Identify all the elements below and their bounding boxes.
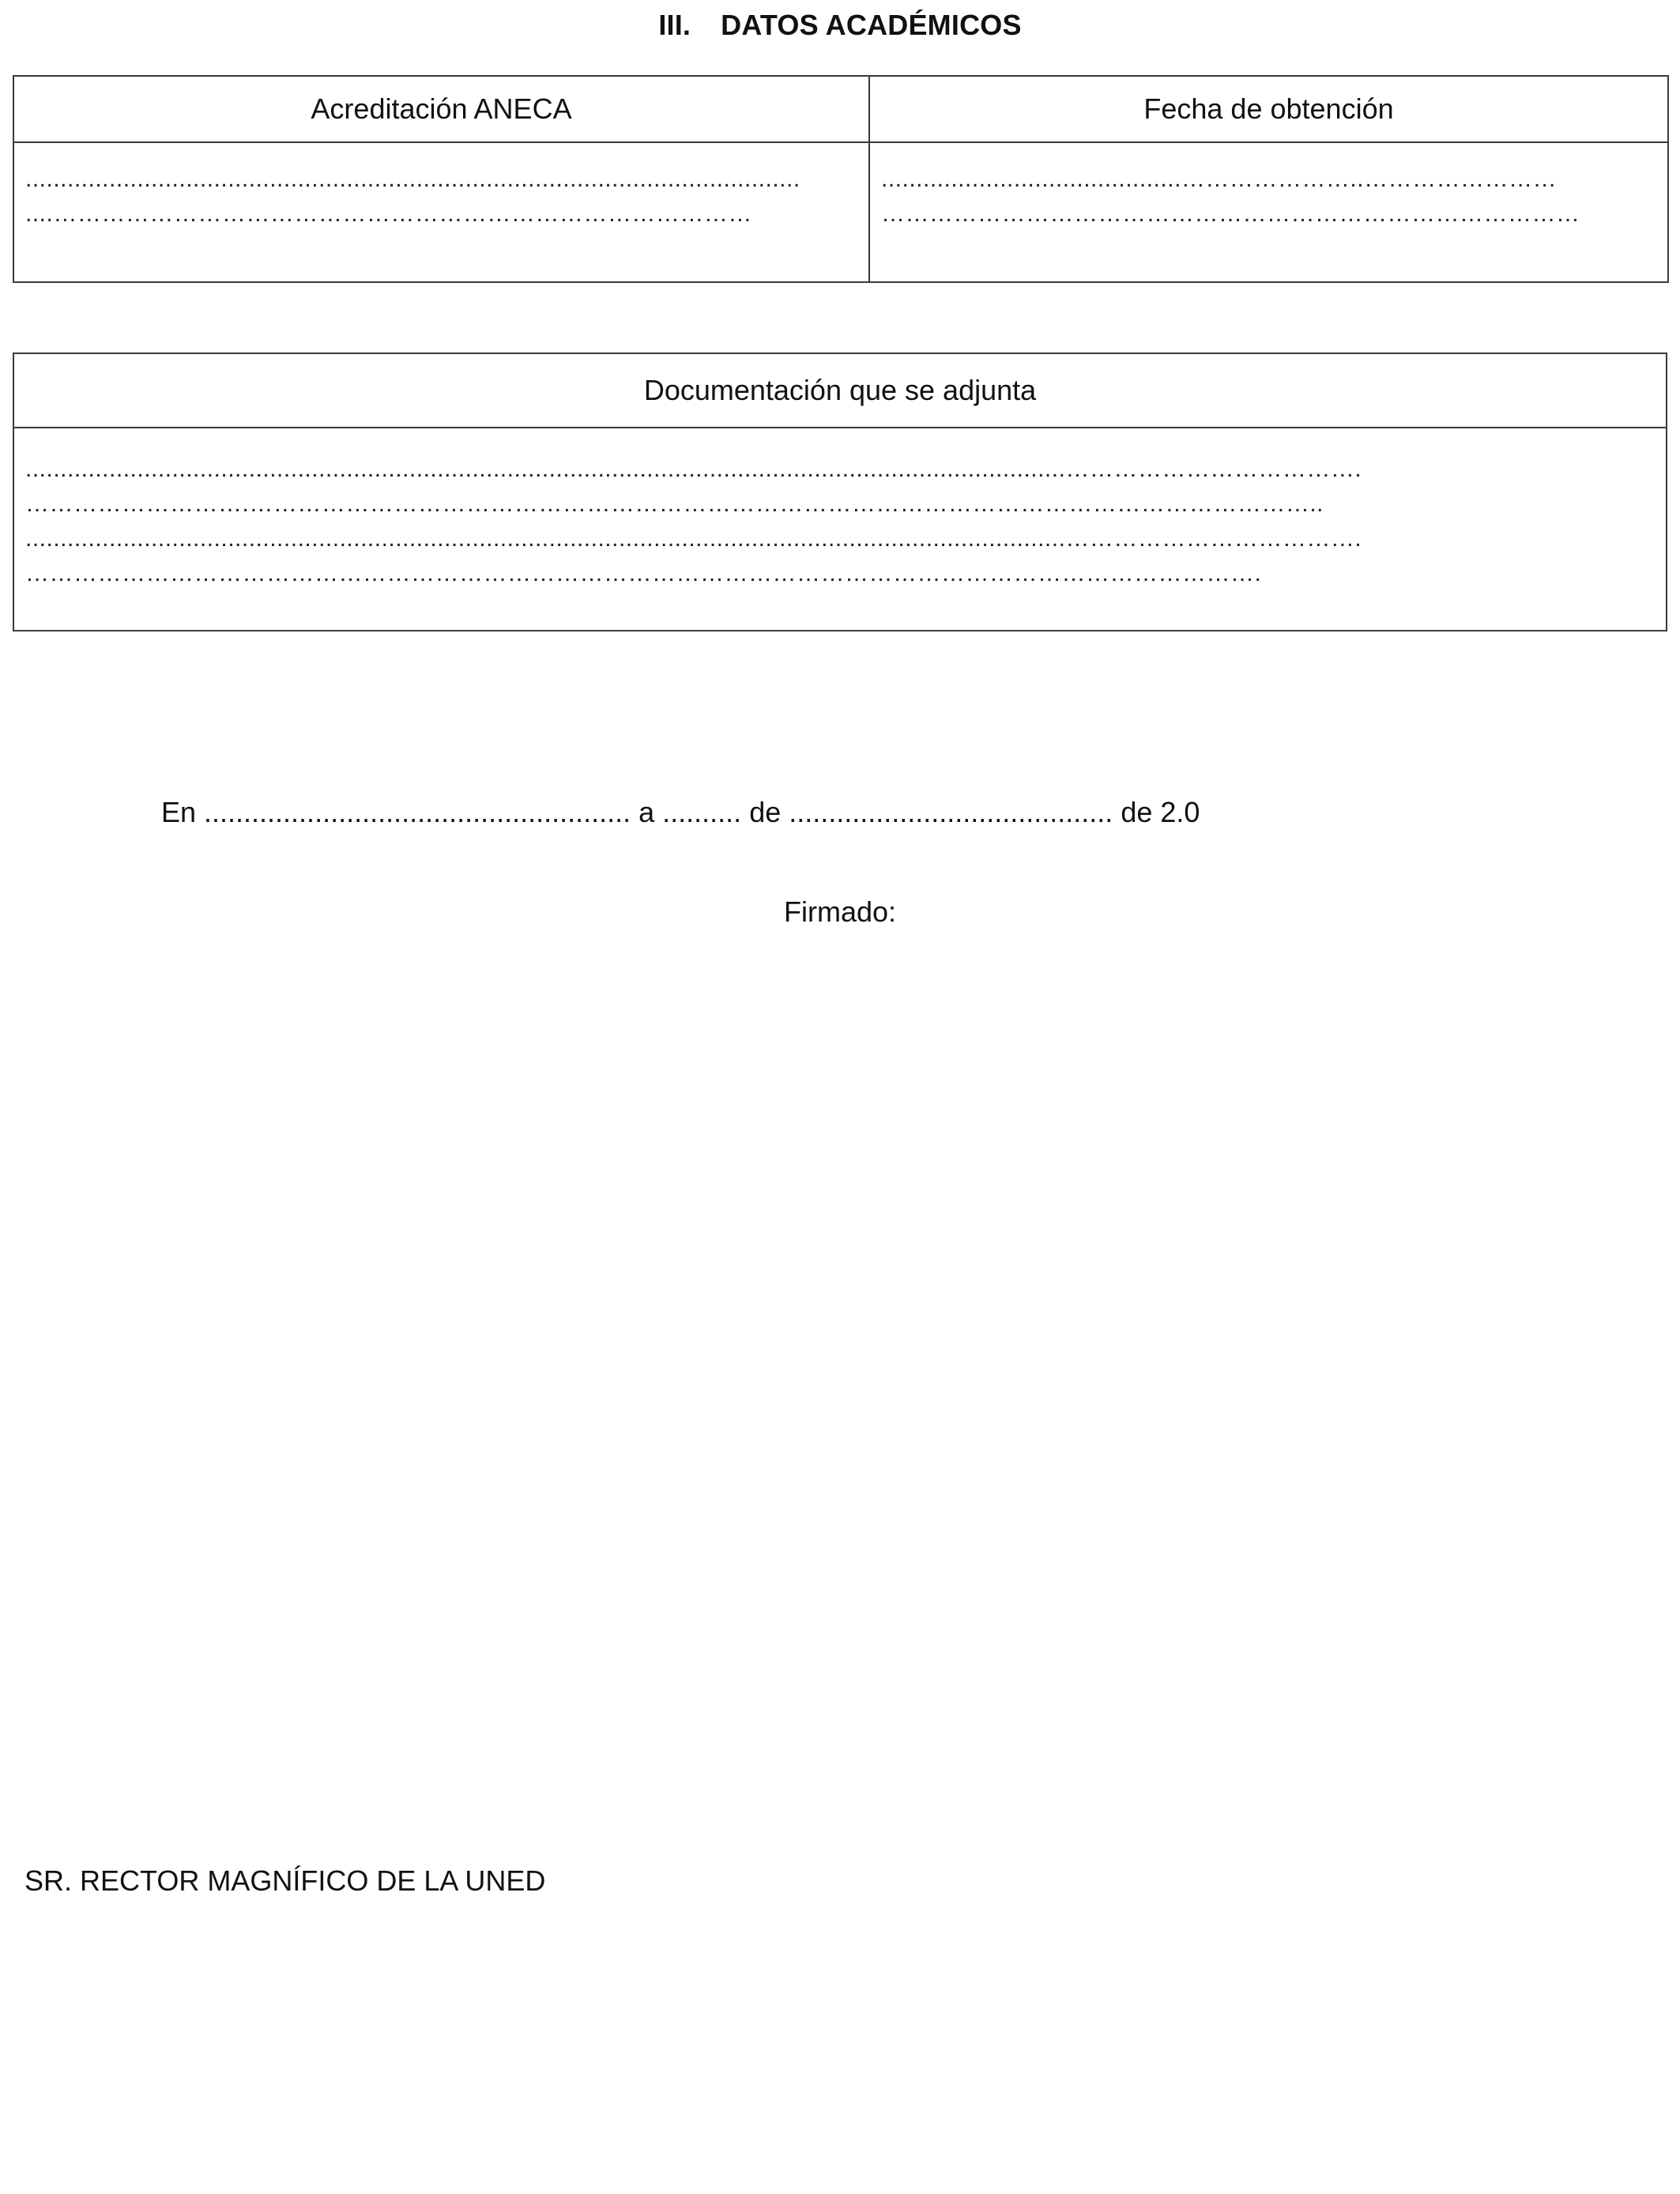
dotted-line: ...........................................…………………..…………………… — [881, 166, 1558, 192]
dotted-line: .....................................................................................................................................................………………………………. — [25, 526, 1362, 552]
dotted-line: ………………………………………………………………………………………………………………………………………. — [25, 560, 1262, 586]
dotted-line: ……………………….…………………………………………………………………………………………………………………….. — [25, 491, 1324, 517]
addressee: SR. RECTOR MAGNÍFICO DE LA UNED — [24, 1864, 546, 1897]
academic-data-table — [13, 75, 1669, 283]
header-date-obtained: Fecha de obtención — [869, 76, 1668, 142]
dotted-line: ....…………………………………………………………………………… — [25, 201, 752, 227]
section-title — [0, 8, 1680, 43]
dotted-line: ............................................................................................................... — [25, 166, 800, 192]
attached-documents-field[interactable] — [13, 428, 1667, 631]
date-obtained-field[interactable] — [869, 142, 1668, 282]
section-heading: DATOS ACADÉMICOS — [721, 9, 1022, 41]
dotted-line: .....................................................................................................................................................………………………………. — [25, 456, 1362, 482]
header-attached-documents: Documentación que se adjunta — [13, 353, 1667, 428]
dotted-line: …………………………………………………………………………… — [881, 201, 1580, 227]
attached-documents-table — [13, 352, 1667, 631]
signed-label: Firmado: — [783, 895, 897, 928]
section-number: III. — [658, 9, 691, 41]
place-date-line[interactable]: En ...................................................... a .......... de ......................................... de 2.0 — [161, 796, 1200, 828]
header-aneca-accreditation: Acreditación ANECA — [13, 76, 869, 142]
aneca-accreditation-field[interactable] — [13, 142, 869, 282]
